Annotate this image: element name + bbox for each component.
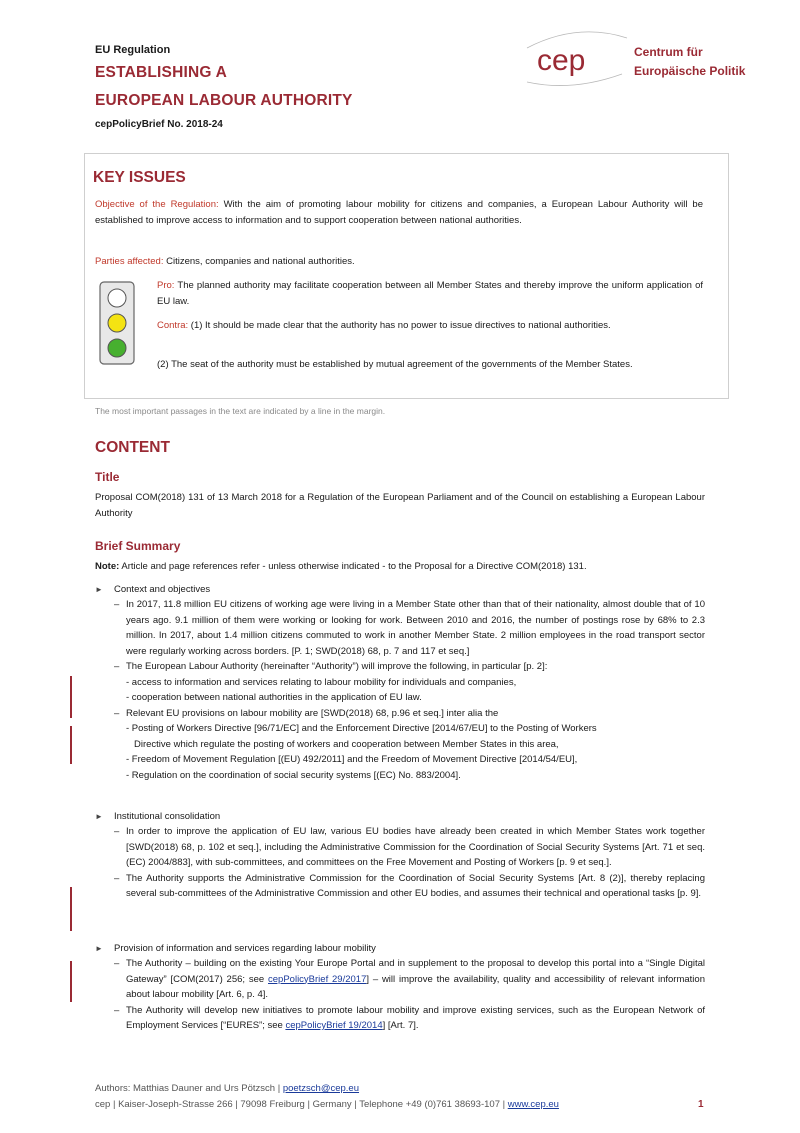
traffic-light-icon <box>99 281 135 365</box>
contra-point-1: (1) It should be made clear that the authority has no power to issue directives to national authorities. <box>190 320 611 331</box>
margin-note: The most important passages in the text are indicated by a line in the margin. <box>95 406 386 416</box>
document-title-line2: EUROPEAN LABOUR AUTHORITY <box>95 92 353 109</box>
arrow-right-icon: ► <box>95 812 103 821</box>
list-item-text: The European Labour Authority (hereinafter “Authority”) will improve the following, in particular [p. 2]: <box>126 661 548 672</box>
sub-item: - access to information and services relating to labour mobility for individuals and companies, <box>126 676 517 688</box>
section-title <box>95 582 705 597</box>
dash-icon: – <box>114 826 120 837</box>
brief-summary-subheading: Brief Summary <box>95 539 181 553</box>
contra-label: Contra: <box>157 320 189 331</box>
pro-text: The planned authority may facilitate cooperation between all Member States and thereby improve the uniform application of EU law. <box>157 280 704 307</box>
footer-address <box>95 1099 559 1110</box>
dash-icon: – <box>114 661 120 672</box>
dash-icon: – <box>114 707 120 719</box>
section-title-text: Provision of information and services regarding labour mobility <box>114 943 376 954</box>
dash-icon: – <box>114 1004 120 1016</box>
content-heading: CONTENT <box>95 439 170 456</box>
org-name-line1: Centrum für <box>634 45 703 59</box>
dash-icon: – <box>114 958 120 969</box>
margin-marker <box>70 676 72 718</box>
key-issues-title: KEY ISSUES <box>93 169 186 186</box>
margin-marker <box>70 726 72 764</box>
arrow-right-icon: ► <box>95 585 103 594</box>
parties-label: Parties affected: <box>95 256 164 267</box>
list-item-text: ] – will improve the availability, quality and accessibility of relevant information about labour mobility [Art. 6, p. 4]. <box>126 973 705 1000</box>
contra-point-2: (2) The seat of the authority must be established by mutual agreement of the governments of the Member States. <box>157 359 633 370</box>
objective-paragraph <box>95 197 703 228</box>
margin-marker <box>70 961 72 1002</box>
policy-brief-link[interactable]: cepPolicyBrief 29/2017 <box>268 973 367 985</box>
sub-item: - Posting of Workers Directive [96/71/EC] and the Enforcement Directive [2014/67/EU] to the Posting of Workers <box>126 723 597 734</box>
list-item-text: The Authority supports the Administrative Commission for the Coordination of Social Security Systems [Art. 8 (2)], thereby replacing several sub-committees of the Administrative Commission and other EU bodies, and assumes their technical and operational tasks [p. 9]. <box>126 872 705 899</box>
cep-logo <box>522 30 632 90</box>
note-line <box>95 561 705 572</box>
list-item-text: In 2017, 11.8 million EU citizens of working age were living in a Member State other than that of their nationality, almost double that of 10 years ago. 9.1 million of them were working or looking for work. Between 2010 and 2016, the number of postings rose by 68% to 2.3 million. In 2017, about 1.4 million citizens commuted to work in another Member State. 2 million employees in the road transport sector were regularly working across borders. [P. 1; SWD(2018) 68, p. 7 and 117 et seq.] <box>126 599 705 657</box>
dash-icon: – <box>114 872 120 884</box>
logo-text: cep <box>537 44 586 77</box>
title-subheading: Title <box>95 470 120 484</box>
list-item <box>95 1003 705 1034</box>
footer-authors <box>95 1083 359 1094</box>
document-category: EU Regulation <box>95 44 171 56</box>
brief-number: cepPolicyBrief No. 2018-24 <box>95 119 223 130</box>
sub-item-continued: Directive which regulate the posting of workers and cooperation between Member States in this area, <box>134 738 559 750</box>
list-item <box>95 824 705 871</box>
sub-item: - cooperation between national authorities in the application of EU law. <box>126 692 422 703</box>
title-text: Proposal COM(2018) 131 of 13 March 2018 for a Regulation of the European Parliament and of the Council on establishing a European Labour Authority <box>95 492 705 519</box>
section-information <box>95 941 705 1034</box>
margin-marker <box>70 887 72 931</box>
list-item <box>95 659 705 706</box>
section-title <box>95 809 705 824</box>
note-text: Article and page references refer - unless otherwise indicated - to the Proposal for a Directive COM(2018) 131. <box>121 561 587 572</box>
document-title-line1: ESTABLISHING A <box>95 64 227 81</box>
org-name-line2: Europäische Politik <box>634 64 746 78</box>
website-link[interactable]: www.cep.eu <box>507 1099 559 1110</box>
parties-text: Citizens, companies and national authorities. <box>166 256 355 267</box>
parties-paragraph <box>95 254 703 270</box>
page-number: 1 <box>698 1099 704 1110</box>
sub-item: - Freedom of Movement Regulation [(EU) 492/2011] and the Freedom of Movement Directive [2014/54/EU], <box>126 754 578 765</box>
section-title-text: Context and objectives <box>114 584 211 595</box>
arrow-right-icon: ► <box>95 944 103 953</box>
authors-text: Authors: Matthias Dauner and Urs Pötzsch | <box>95 1083 281 1094</box>
list-item-text: The Authority will develop new initiatives to promote labour mobility and improve existing services, such as the European Network of Employment Services [“EURES”; see <box>126 1004 705 1031</box>
section-context <box>95 582 705 783</box>
list-item <box>95 597 705 659</box>
list-item-text: The Authority – building on the existing Your Europe Portal and in supplement to the proposal to develop this portal into a “Single Digital Gateway” [COM(2017) 256; see <box>126 958 705 985</box>
list-item <box>95 956 705 1003</box>
list-item <box>95 706 705 784</box>
sub-item: - Regulation on the coordination of social security systems [(EC) No. 883/2004]. <box>126 769 461 781</box>
list-item <box>95 871 705 902</box>
contra-paragraph <box>157 318 703 334</box>
section-title-text: Institutional consolidation <box>114 811 221 822</box>
section-title <box>95 941 705 956</box>
list-item-text: Relevant EU provisions on labour mobility are [SWD(2018) 68, p.96 et seq.] inter alia the <box>126 707 499 719</box>
list-item-text: ] [Art. 7]. <box>382 1020 419 1031</box>
policy-brief-link[interactable]: cepPolicyBrief 19/2014 <box>285 1020 383 1031</box>
email-link[interactable]: poetzsch@cep.eu <box>282 1083 360 1094</box>
address-text: cep | Kaiser-Joseph-Strasse 266 | 79098 Freiburg | Germany | Telephone +49 (0)761 38693-107 | <box>95 1099 506 1110</box>
dash-icon: – <box>114 599 120 610</box>
list-item-text: In order to improve the application of EU law, various EU bodies have already been created in which Member States work together [SWD(2018) 68, p. 102 et seq.], including the Administrative Commission for the Coordination of Social Security Systems [Art. 71 et seq. (EC) 2004/883], with sub-committees, and committees on the Free Movement and Posting of Workers [p. 9 et seq.]. <box>126 826 705 868</box>
objective-text: With the aim of promoting labour mobility for citizens and companies, a European Labour Authority will be established to improve access to information and to support cooperation between national authorities. <box>95 199 703 226</box>
pro-paragraph <box>157 278 703 309</box>
pro-label: Pro: <box>157 280 175 291</box>
section-institutional <box>95 809 705 902</box>
objective-label: Objective of the Regulation: <box>95 199 219 210</box>
note-label: Note: <box>95 561 120 572</box>
